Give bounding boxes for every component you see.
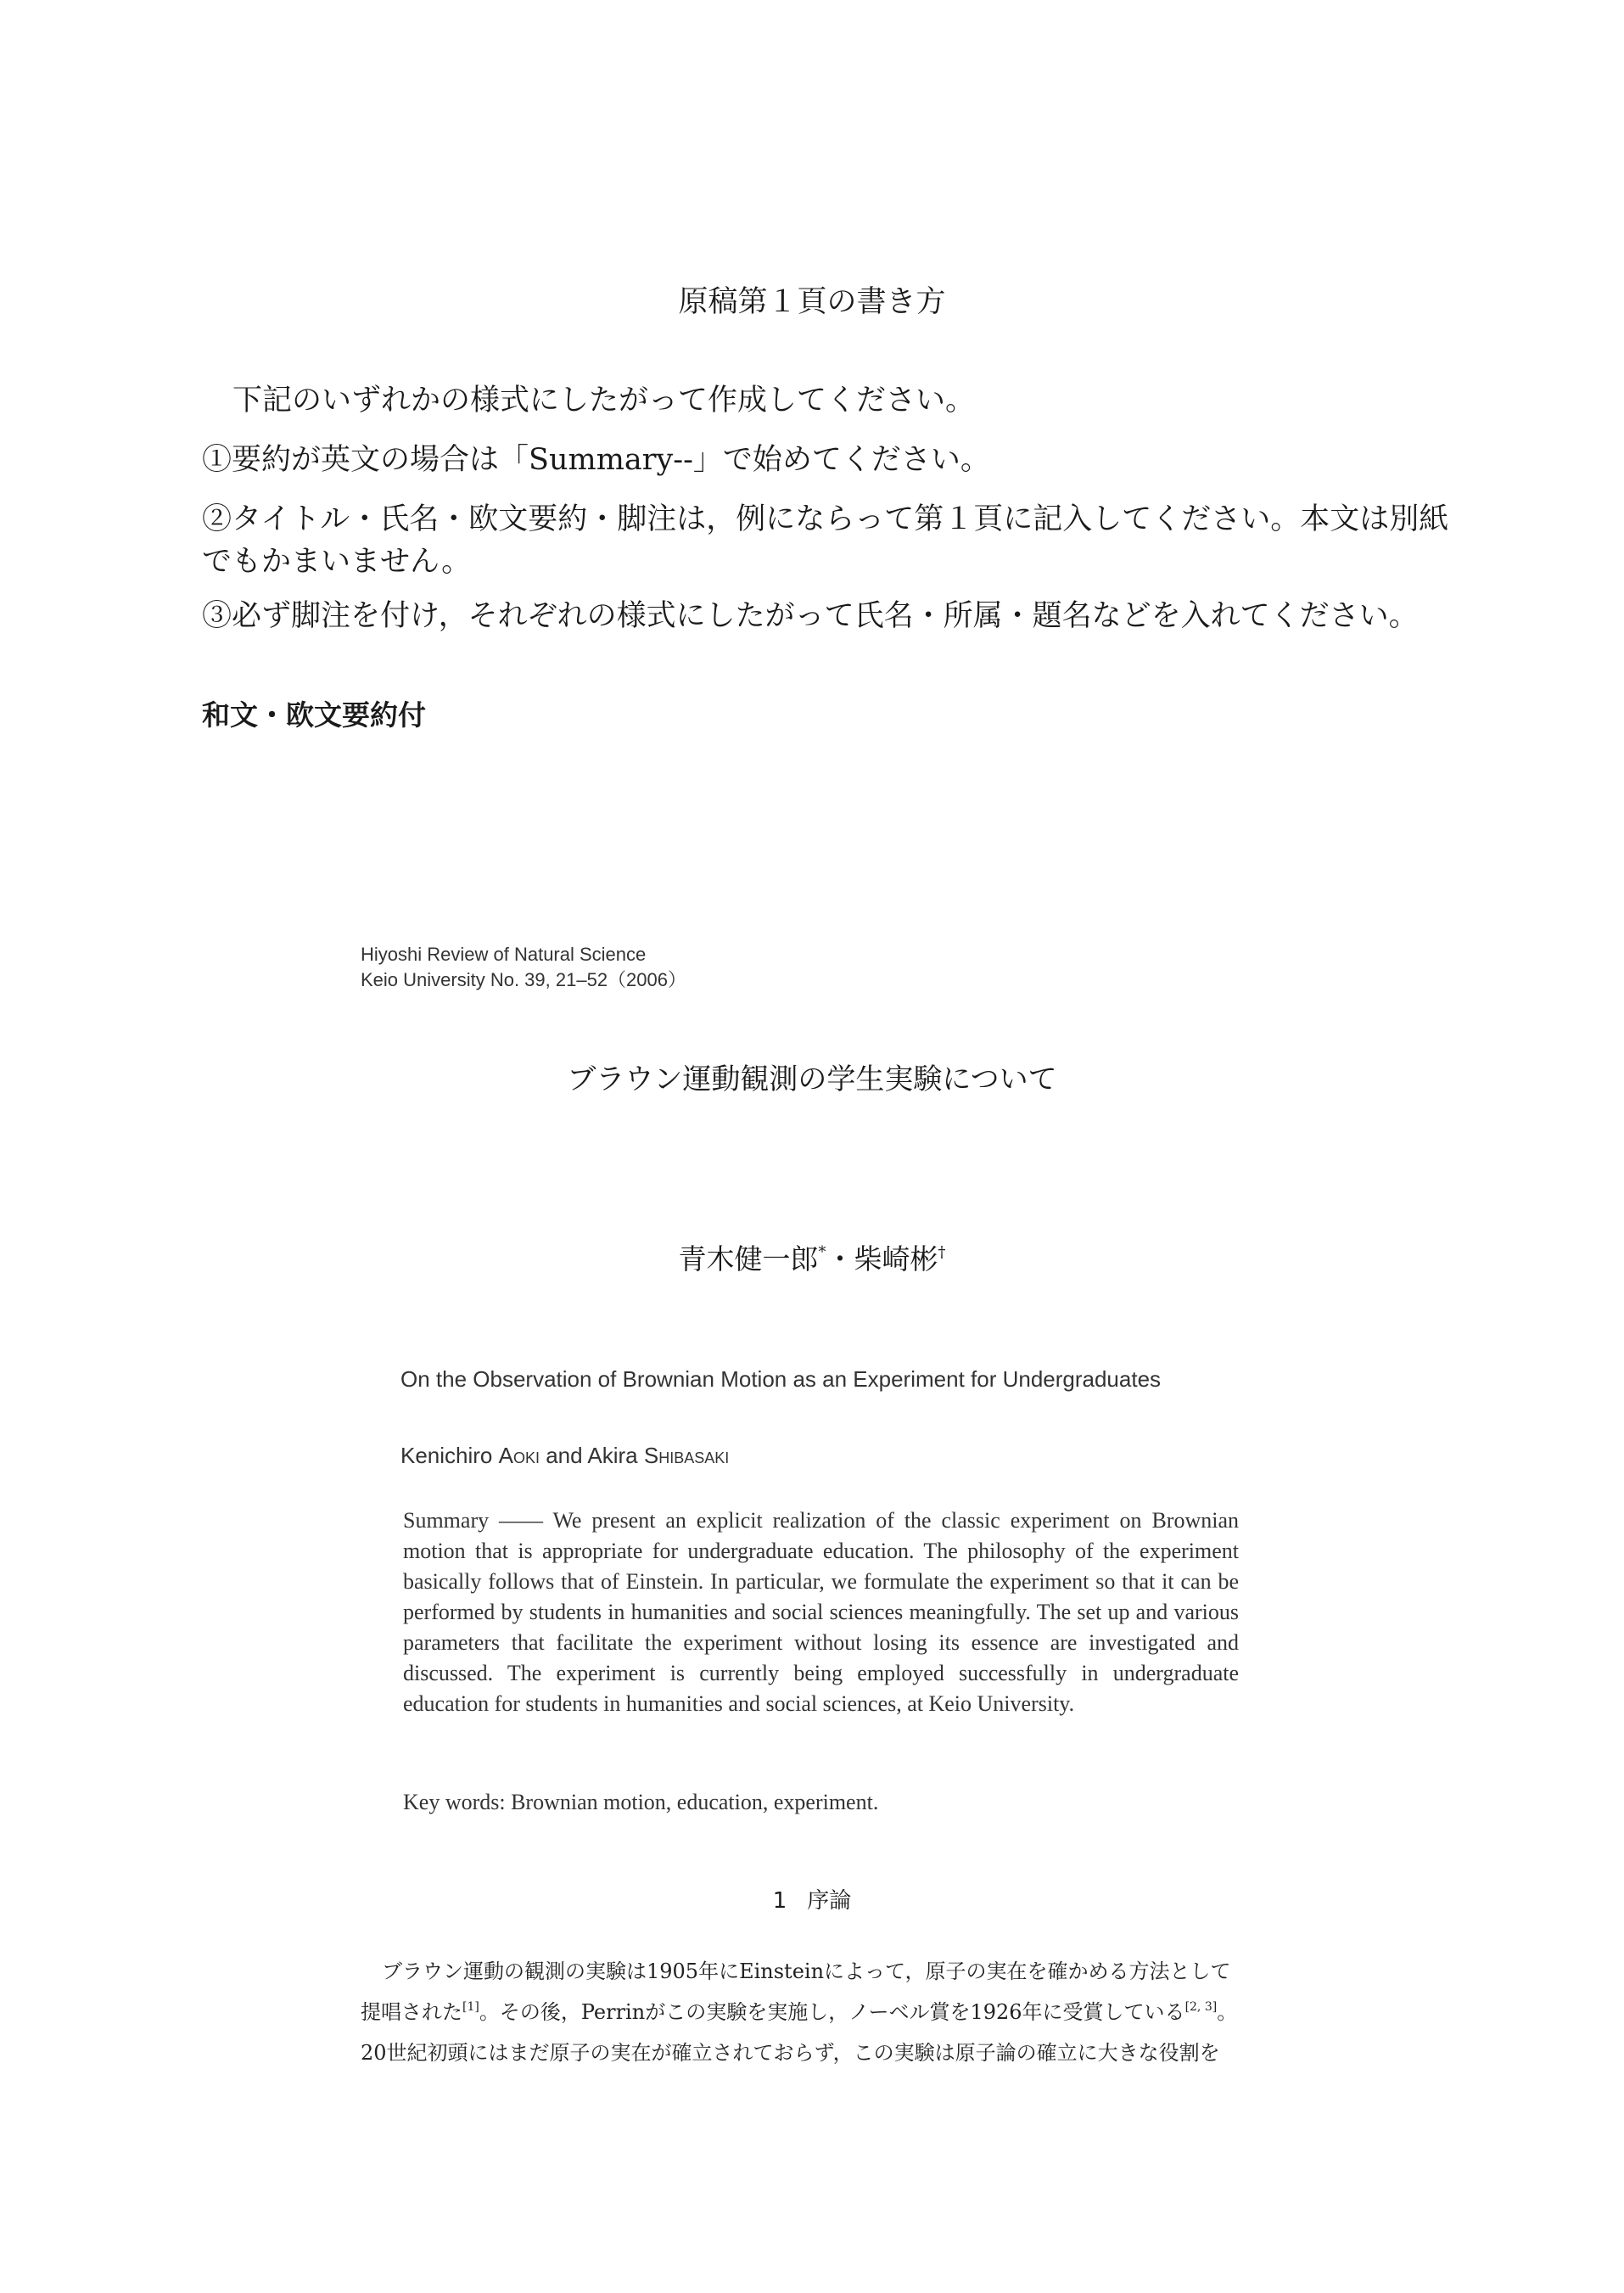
instruction-line-1: 下記のいずれかの様式にしたがって作成してください。	[232, 384, 976, 418]
body-line-2	[361, 1998, 1237, 2027]
author-1-jp: 青木健一郎	[678, 1242, 819, 1275]
keywords: Key words: Brownian motion, education, experiment.	[403, 1790, 879, 1814]
body-line-3: 20世紀初頭にはまだ原子の実在が確立されておらず，この実験は原子論の確立に大きな役割を	[361, 2041, 1220, 2065]
journal-volume: Keio University No. 39, 21–52（2006）	[361, 969, 686, 990]
body-line-1: ブラウン運動の観測の実験は1905年にEinsteinによって，原子の実在を確かめる方法として	[382, 1959, 1231, 1983]
authors-and: and	[539, 1443, 588, 1468]
instructions-title: 原稿第１頁の書き方	[678, 285, 946, 319]
authors-en	[400, 1441, 729, 1470]
body-line-2-c: 。	[1217, 2000, 1238, 2024]
citation-2-3: [2, 3]	[1184, 2000, 1218, 2014]
author-2-family: Shibasaki	[643, 1443, 730, 1468]
instruction-line-2: ①要約が英文の場合は「Summary--」で始めてください。	[202, 443, 990, 477]
author-2-mark: †	[938, 1243, 946, 1261]
journal-info	[361, 942, 686, 993]
section-number: 1	[772, 1888, 787, 1914]
author-1-given: Kenichiro	[400, 1443, 499, 1468]
author-2-given: Akira	[587, 1443, 644, 1468]
authors-jp	[0, 1241, 1624, 1278]
section-title: 序論	[807, 1888, 852, 1914]
summary-paragraph: Summary —— We present an explicit realization of the classic experiment on Brownian motion that is appropriate for undergraduate education. The philosophy of the experiment basically follows that of Einstein. In particular, we formulate the experiment so that it can be performed by students in humanities and social sciences meaningfully. The set up and various parameters that facilitate the experiment without losing its essence are investigated and discussed. The experiment is currently being employed successfully in undergraduate education for students in humanities and social sciences, at Keio University.	[403, 1508, 1239, 1716]
author-2-jp: 柴崎彬	[854, 1242, 938, 1275]
body-line-2-a: 提唱された	[361, 2000, 462, 2024]
author-separator: ・	[826, 1242, 854, 1275]
paper-title-jp: ブラウン運動観測の学生実験について	[567, 1062, 1057, 1096]
format-label: 和文・欧文要約付	[202, 698, 426, 732]
body-line-2-b: 。その後，Perrinがこの実験を実施し，ノーベル賞を1926年に受賞している	[479, 2000, 1185, 2024]
author-1-family: Aoki	[498, 1443, 540, 1468]
paper-title-en: On the Observation of Brownian Motion as an Experiment for Undergraduates	[400, 1366, 1162, 1392]
section-heading	[0, 1886, 1624, 1916]
instruction-line-3: ②タイトル・氏名・欧文要約・脚注は，例にならって第１頁に記入してください。本文は別紙	[202, 502, 1449, 536]
instruction-line-4: でもかまいません。	[202, 545, 472, 579]
author-1-mark: *	[818, 1243, 826, 1261]
instruction-line-5: ③必ず脚注を付け，それぞれの様式にしたがって氏名・所属・題名などを入れてください。	[202, 599, 1419, 633]
journal-name: Hiyoshi Review of Natural Science	[361, 944, 647, 965]
citation-1: [1]	[462, 2000, 479, 2014]
